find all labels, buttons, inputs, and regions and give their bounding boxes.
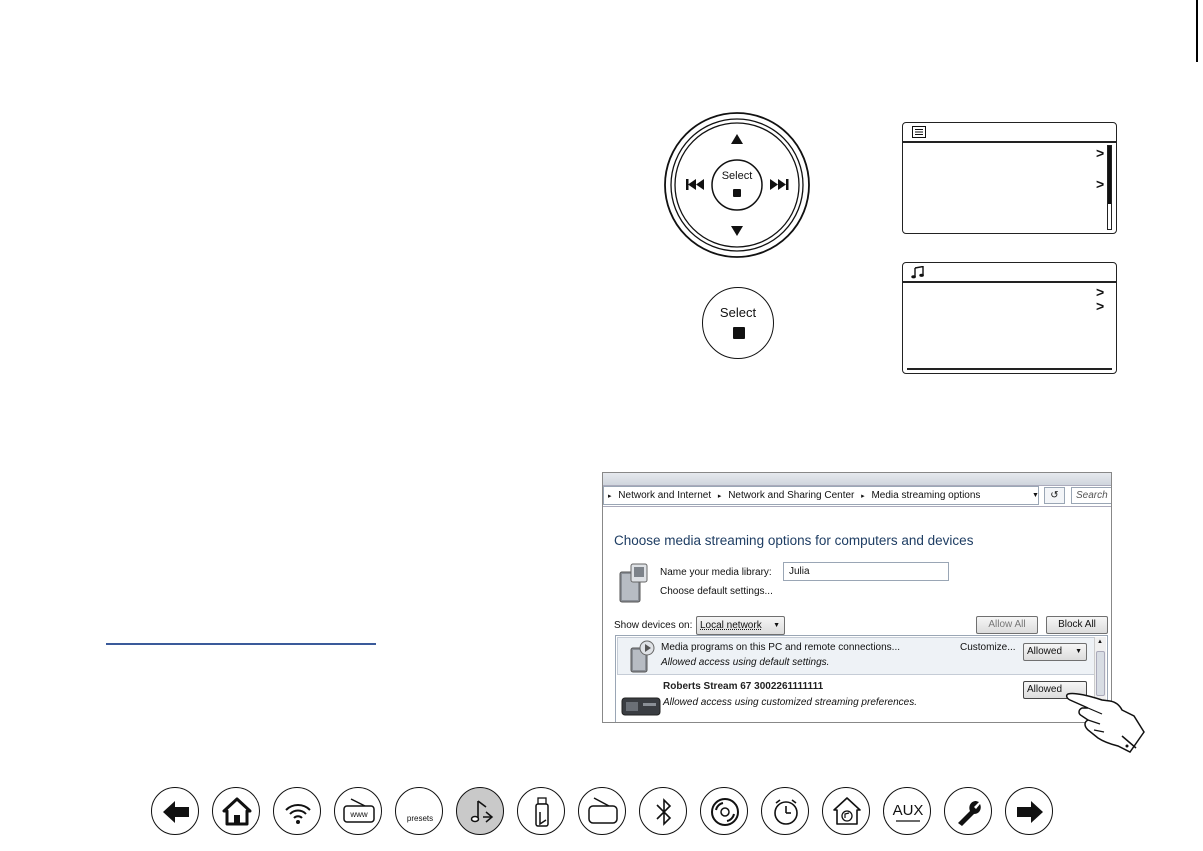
dab-radio-icon <box>579 788 627 836</box>
dab-radio-button[interactable] <box>578 787 626 835</box>
stop-square-icon <box>733 327 745 339</box>
show-devices-dropdown[interactable] <box>696 616 785 635</box>
content-pane <box>603 506 1111 722</box>
menu-list-icon <box>912 126 926 138</box>
title-bar <box>603 473 1111 486</box>
arrow-left-icon <box>152 788 200 836</box>
usb-button[interactable] <box>517 787 565 835</box>
list-item[interactable] <box>617 637 1095 675</box>
usb-icon <box>518 788 566 836</box>
permission-value: Allowed <box>1027 684 1063 695</box>
bluetooth-button[interactable] <box>639 787 687 835</box>
wrench-icon <box>945 788 993 836</box>
lcd-scrollbar <box>1107 145 1112 230</box>
permission-dropdown[interactable] <box>1023 643 1087 661</box>
lcd-menu-screen <box>902 122 1117 234</box>
cd-button[interactable] <box>700 787 748 835</box>
alarm-clock-icon <box>762 788 810 836</box>
wifi-button[interactable] <box>273 787 321 835</box>
page-title: Choose media streaming options for computers and devices <box>614 533 974 548</box>
device-title: Media programs on this PC and remote connections... <box>661 642 901 653</box>
music-player-button[interactable] <box>456 787 504 835</box>
list-item[interactable] <box>617 677 1095 723</box>
scroll-up-icon[interactable]: ▲ <box>1097 639 1103 645</box>
chevron-right-icon: > <box>1096 145 1105 161</box>
select-button[interactable] <box>702 287 774 359</box>
navpad-select-label: Select <box>721 170 753 182</box>
address-dropdown-icon[interactable]: ▼ <box>1032 492 1039 499</box>
select-button-label: Select <box>719 305 757 320</box>
arrow-right-icon <box>1006 788 1054 836</box>
link-underline <box>106 643 376 645</box>
cd-icon <box>701 788 749 836</box>
library-name-label: Name your media library: <box>660 567 772 578</box>
page-edge-rule <box>1196 0 1198 62</box>
alarm-button[interactable] <box>761 787 809 835</box>
address-bar[interactable]: ▸ Network and Internet ▸ Network and Sharing Center ▸ Media streaming options ▼ <box>603 486 1039 505</box>
aux-icon <box>884 788 932 836</box>
refresh-button[interactable]: ↺ <box>1044 487 1065 504</box>
chevron-right-icon: > <box>1096 298 1105 314</box>
music-player-icon <box>457 788 505 836</box>
aux-button[interactable] <box>883 787 931 835</box>
choose-default-settings-link[interactable]: Choose default settings... <box>660 586 773 597</box>
dropdown-arrow-icon: ▼ <box>773 622 780 629</box>
navigation-pad[interactable] <box>664 112 810 258</box>
internet-radio-button[interactable] <box>334 787 382 835</box>
www-label: www <box>350 810 368 819</box>
permission-value: Allowed <box>1027 646 1063 657</box>
search-input[interactable]: Search <box>1071 487 1112 504</box>
settings-button[interactable] <box>944 787 992 835</box>
allow-all-button[interactable]: Allow All <box>976 616 1038 634</box>
breadcrumb-media-streaming[interactable]: Media streaming options <box>871 490 981 501</box>
back-button[interactable] <box>151 787 199 835</box>
music-note-icon <box>911 266 925 279</box>
forward-button[interactable] <box>1005 787 1053 835</box>
customize-link[interactable]: Customize... <box>960 642 1016 653</box>
media-program-icon <box>628 640 656 674</box>
breadcrumb-network-internet[interactable]: Network and Internet <box>618 490 712 501</box>
device-list <box>615 635 1108 723</box>
library-name-input[interactable]: Julia <box>783 562 949 581</box>
home-icon <box>213 788 261 836</box>
chevron-right-icon: > <box>1096 284 1105 300</box>
spotify-home-icon <box>823 788 871 836</box>
media-library-icon <box>617 562 649 604</box>
show-devices-label: Show devices on: <box>614 620 693 631</box>
dropdown-arrow-icon: ▼ <box>1075 648 1082 655</box>
lcd-music-screen <box>902 262 1117 374</box>
wifi-icon <box>274 788 322 836</box>
device-status: Allowed access using customized streaming preferences. <box>663 697 918 708</box>
home-button[interactable] <box>212 787 260 835</box>
spotify-home-button[interactable] <box>822 787 870 835</box>
presets-label: presets <box>406 814 434 823</box>
bluetooth-icon <box>640 788 688 836</box>
media-streaming-dialog <box>602 472 1112 723</box>
device-title: Roberts Stream 67 3002261111111 <box>663 681 824 692</box>
presets-button[interactable] <box>395 787 443 835</box>
breadcrumb-sharing-center[interactable]: Network and Sharing Center <box>728 490 855 501</box>
chevron-right-icon: > <box>1096 176 1105 192</box>
block-all-button[interactable]: Block All <box>1046 616 1108 634</box>
radio-device-icon <box>621 695 661 717</box>
show-devices-value: Local network <box>700 620 762 631</box>
device-status: Allowed access using default settings. <box>661 657 830 668</box>
pointing-hand-icon <box>1064 686 1146 754</box>
aux-label: AUX <box>892 802 924 819</box>
